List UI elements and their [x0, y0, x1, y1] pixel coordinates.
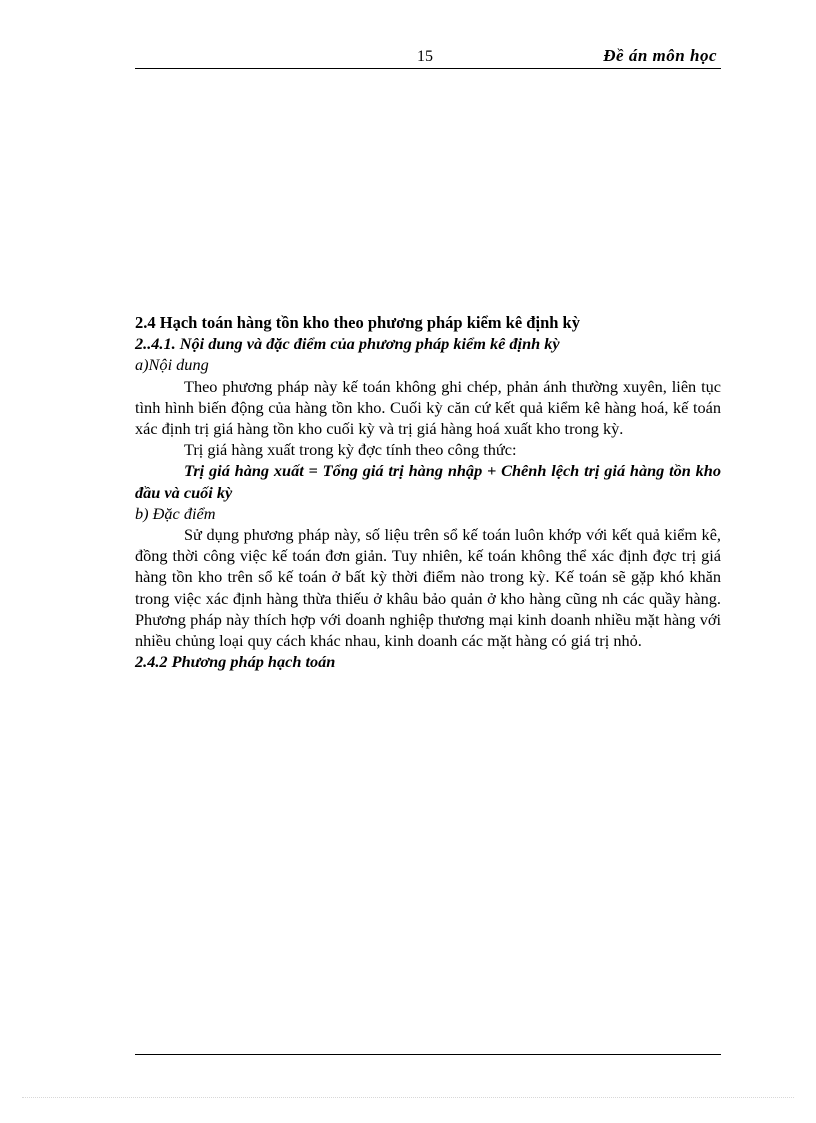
footer-rule	[135, 1054, 721, 1055]
page-header	[135, 46, 721, 69]
page-edge-line	[22, 1097, 794, 1098]
formula-text: Trị giá hàng xuất = Tổng giá trị hàng nhập + Chênh lệch trị giá hàng tồn kho đầu và cuối kỳ	[135, 461, 721, 502]
content-label: a)Nội dung	[135, 355, 209, 375]
paragraph-features: Sử dụng phương pháp này, số liệu trên sổ kế toán luôn khớp với kết quả kiểm kê, đồng thời công việc kế toán đơn giản. Tuy nhiên, kế toán không thể xác định đợc trị giá hàng tồn kho trên sổ kế toán ở bất kỳ thời điểm nào trong kỳ. Kế toán sẽ gặp khó khăn trong việc xác định hàng thừa thiếu ở khâu bảo quản ở kho hàng cũng nh các quầy hàng. Phương pháp này thích hợp với doanh nghiệp thương mại kinh doanh nhiều mặt hàng với nhiều chủng loại quy cách khác nhau, kinh doanh các mặt hàng có giá trị nhỏ.	[135, 525, 721, 651]
course-title: Đề án môn học	[603, 46, 717, 65]
page-number: 15	[417, 48, 433, 65]
features-label: b) Đặc điểm	[135, 503, 216, 523]
section-heading: 2.4 Hạch toán hàng tồn kho theo phương pháp kiểm kê định kỳ	[135, 313, 580, 332]
paragraph-formula-intro: Trị giá hàng xuất trong kỳ đợc tính theo công thức:	[184, 440, 517, 460]
next-subsection-heading: 2.4.2 Phương pháp hạch toán	[135, 652, 336, 672]
document-body	[135, 312, 721, 672]
paragraph-content: Theo phương pháp này kế toán không ghi chép, phản ánh thường xuyên, liên tục tình hình biến động của hàng tồn kho. Cuối kỳ căn cứ kết quả kiểm kê hàng hoá, kế toán xác định trị giá hàng tồn kho cuối kỳ và trị giá hàng hoá xuất kho trong kỳ.	[135, 376, 721, 439]
subsection-heading: 2..4.1. Nội dung và đặc điểm của phương pháp kiểm kê định kỳ	[135, 334, 560, 354]
